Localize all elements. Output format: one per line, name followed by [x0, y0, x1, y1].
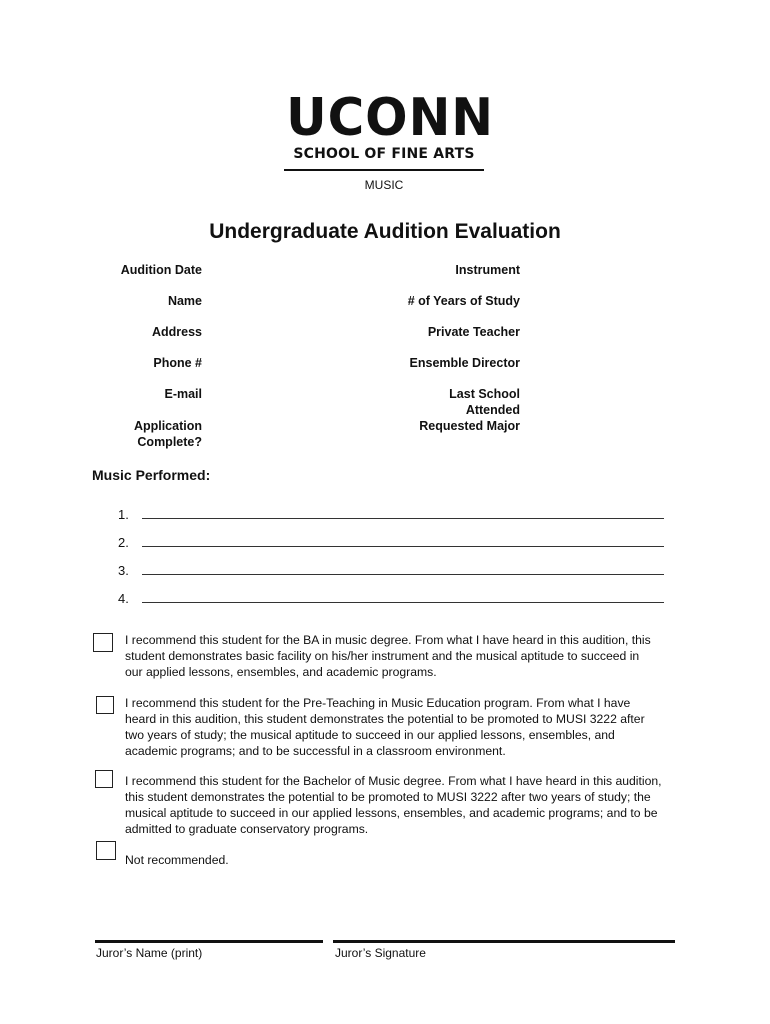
application-complete-label-line1: Application	[133, 419, 202, 433]
recommend-bm-text-line: I recommend this student for the Bachelor of Music degree. From what I have heard in this audition,	[125, 774, 662, 788]
recommend-ba-text-line: I recommend this student for the BA in music degree. From what I have heard in this audition, this	[125, 633, 651, 647]
recommend-pre-teaching-text-line: academic programs; and to be successful in a classroom environment.	[125, 744, 506, 758]
address-label: Address	[151, 325, 202, 339]
recommend-bm-text-line: this student demonstrates the potential to be promoted to MUSI 3222 after two years of study; the	[125, 790, 651, 804]
department-label: MUSIC	[364, 178, 404, 192]
recommend-ba-text	[125, 632, 685, 680]
page-title: Undergraduate Audition Evaluation	[209, 220, 561, 243]
juror-name-label: Juror’s Name (print)	[96, 946, 203, 960]
recommend-pre-teaching-text-line: two years of study; the musical aptitude to succeed in our applied lessons, ensembles, and	[125, 728, 615, 742]
music-item-number: 4.	[118, 591, 129, 606]
last-school-label-line2: Attended	[465, 403, 520, 417]
music-item-row	[118, 534, 664, 550]
private-teacher-label: Private Teacher	[427, 325, 520, 339]
music-item-blank-line[interactable]	[142, 562, 664, 575]
ensemble-director-label: Ensemble Director	[409, 356, 520, 370]
recommend-pre-teaching-text-line: I recommend this student for the Pre-Teaching in Music Education program. From what I have	[125, 696, 631, 710]
recommend-ba-checkbox[interactable]	[93, 633, 113, 652]
music-item-number: 1.	[118, 507, 129, 522]
not-recommended-checkbox[interactable]	[96, 841, 116, 860]
recommend-ba-text-line: our applied lessons, ensembles, and academic programs.	[125, 665, 437, 679]
juror-signature-line[interactable]	[333, 940, 675, 943]
music-item-row	[118, 562, 664, 578]
last-school-label-line1: Last School	[449, 387, 520, 401]
recommend-ba-text-line: student demonstrates basic facility on his/her instrument and the musical aptitude to succeed in	[125, 649, 640, 663]
recommend-bm-text-line: admitted to graduate conservatory programs.	[125, 822, 369, 836]
music-item-blank-line[interactable]	[142, 590, 664, 603]
email-label: E-mail	[164, 387, 202, 401]
juror-name-line[interactable]	[95, 940, 323, 943]
logo-subtitle: SCHOOL OF FINE ARTS	[293, 146, 475, 162]
recommend-bm-checkbox[interactable]	[95, 770, 113, 788]
music-item-blank-line[interactable]	[142, 506, 664, 519]
recommend-bm-text	[125, 773, 685, 837]
requested-major-label: Requested Major	[419, 419, 520, 433]
music-item-number: 3.	[118, 563, 129, 578]
application-complete-label-line2: Complete?	[137, 435, 202, 449]
music-item-number: 2.	[118, 535, 129, 550]
recommend-bm-text-line: musical aptitude to succeed in our applied lessons, ensembles, and academic programs; and to be	[125, 806, 658, 820]
recommend-pre-teaching-checkbox[interactable]	[96, 696, 114, 714]
music-item-row	[118, 506, 664, 522]
ucomm-logo: UCONN	[286, 88, 495, 148]
not-recommended-text	[125, 852, 685, 868]
phone-label: Phone #	[153, 356, 202, 370]
recommend-pre-teaching-text	[125, 695, 685, 759]
instrument-label: Instrument	[455, 263, 520, 277]
music-item-blank-line[interactable]	[142, 534, 664, 547]
music-performed-heading: Music Performed:	[92, 467, 211, 483]
logo-divider	[284, 169, 484, 171]
music-item-row	[118, 590, 664, 606]
name-label: Name	[167, 294, 202, 308]
audition-date-label: Audition Date	[120, 263, 202, 277]
years-of-study-label: # of Years of Study	[407, 294, 520, 308]
recommend-pre-teaching-text-line: heard in this audition, this student demonstrates the potential to be promoted to MUSI 3222 after	[125, 712, 645, 726]
not-recommended-text-line: Not recommended.	[125, 853, 229, 867]
juror-signature-label: Juror’s Signature	[335, 946, 426, 960]
